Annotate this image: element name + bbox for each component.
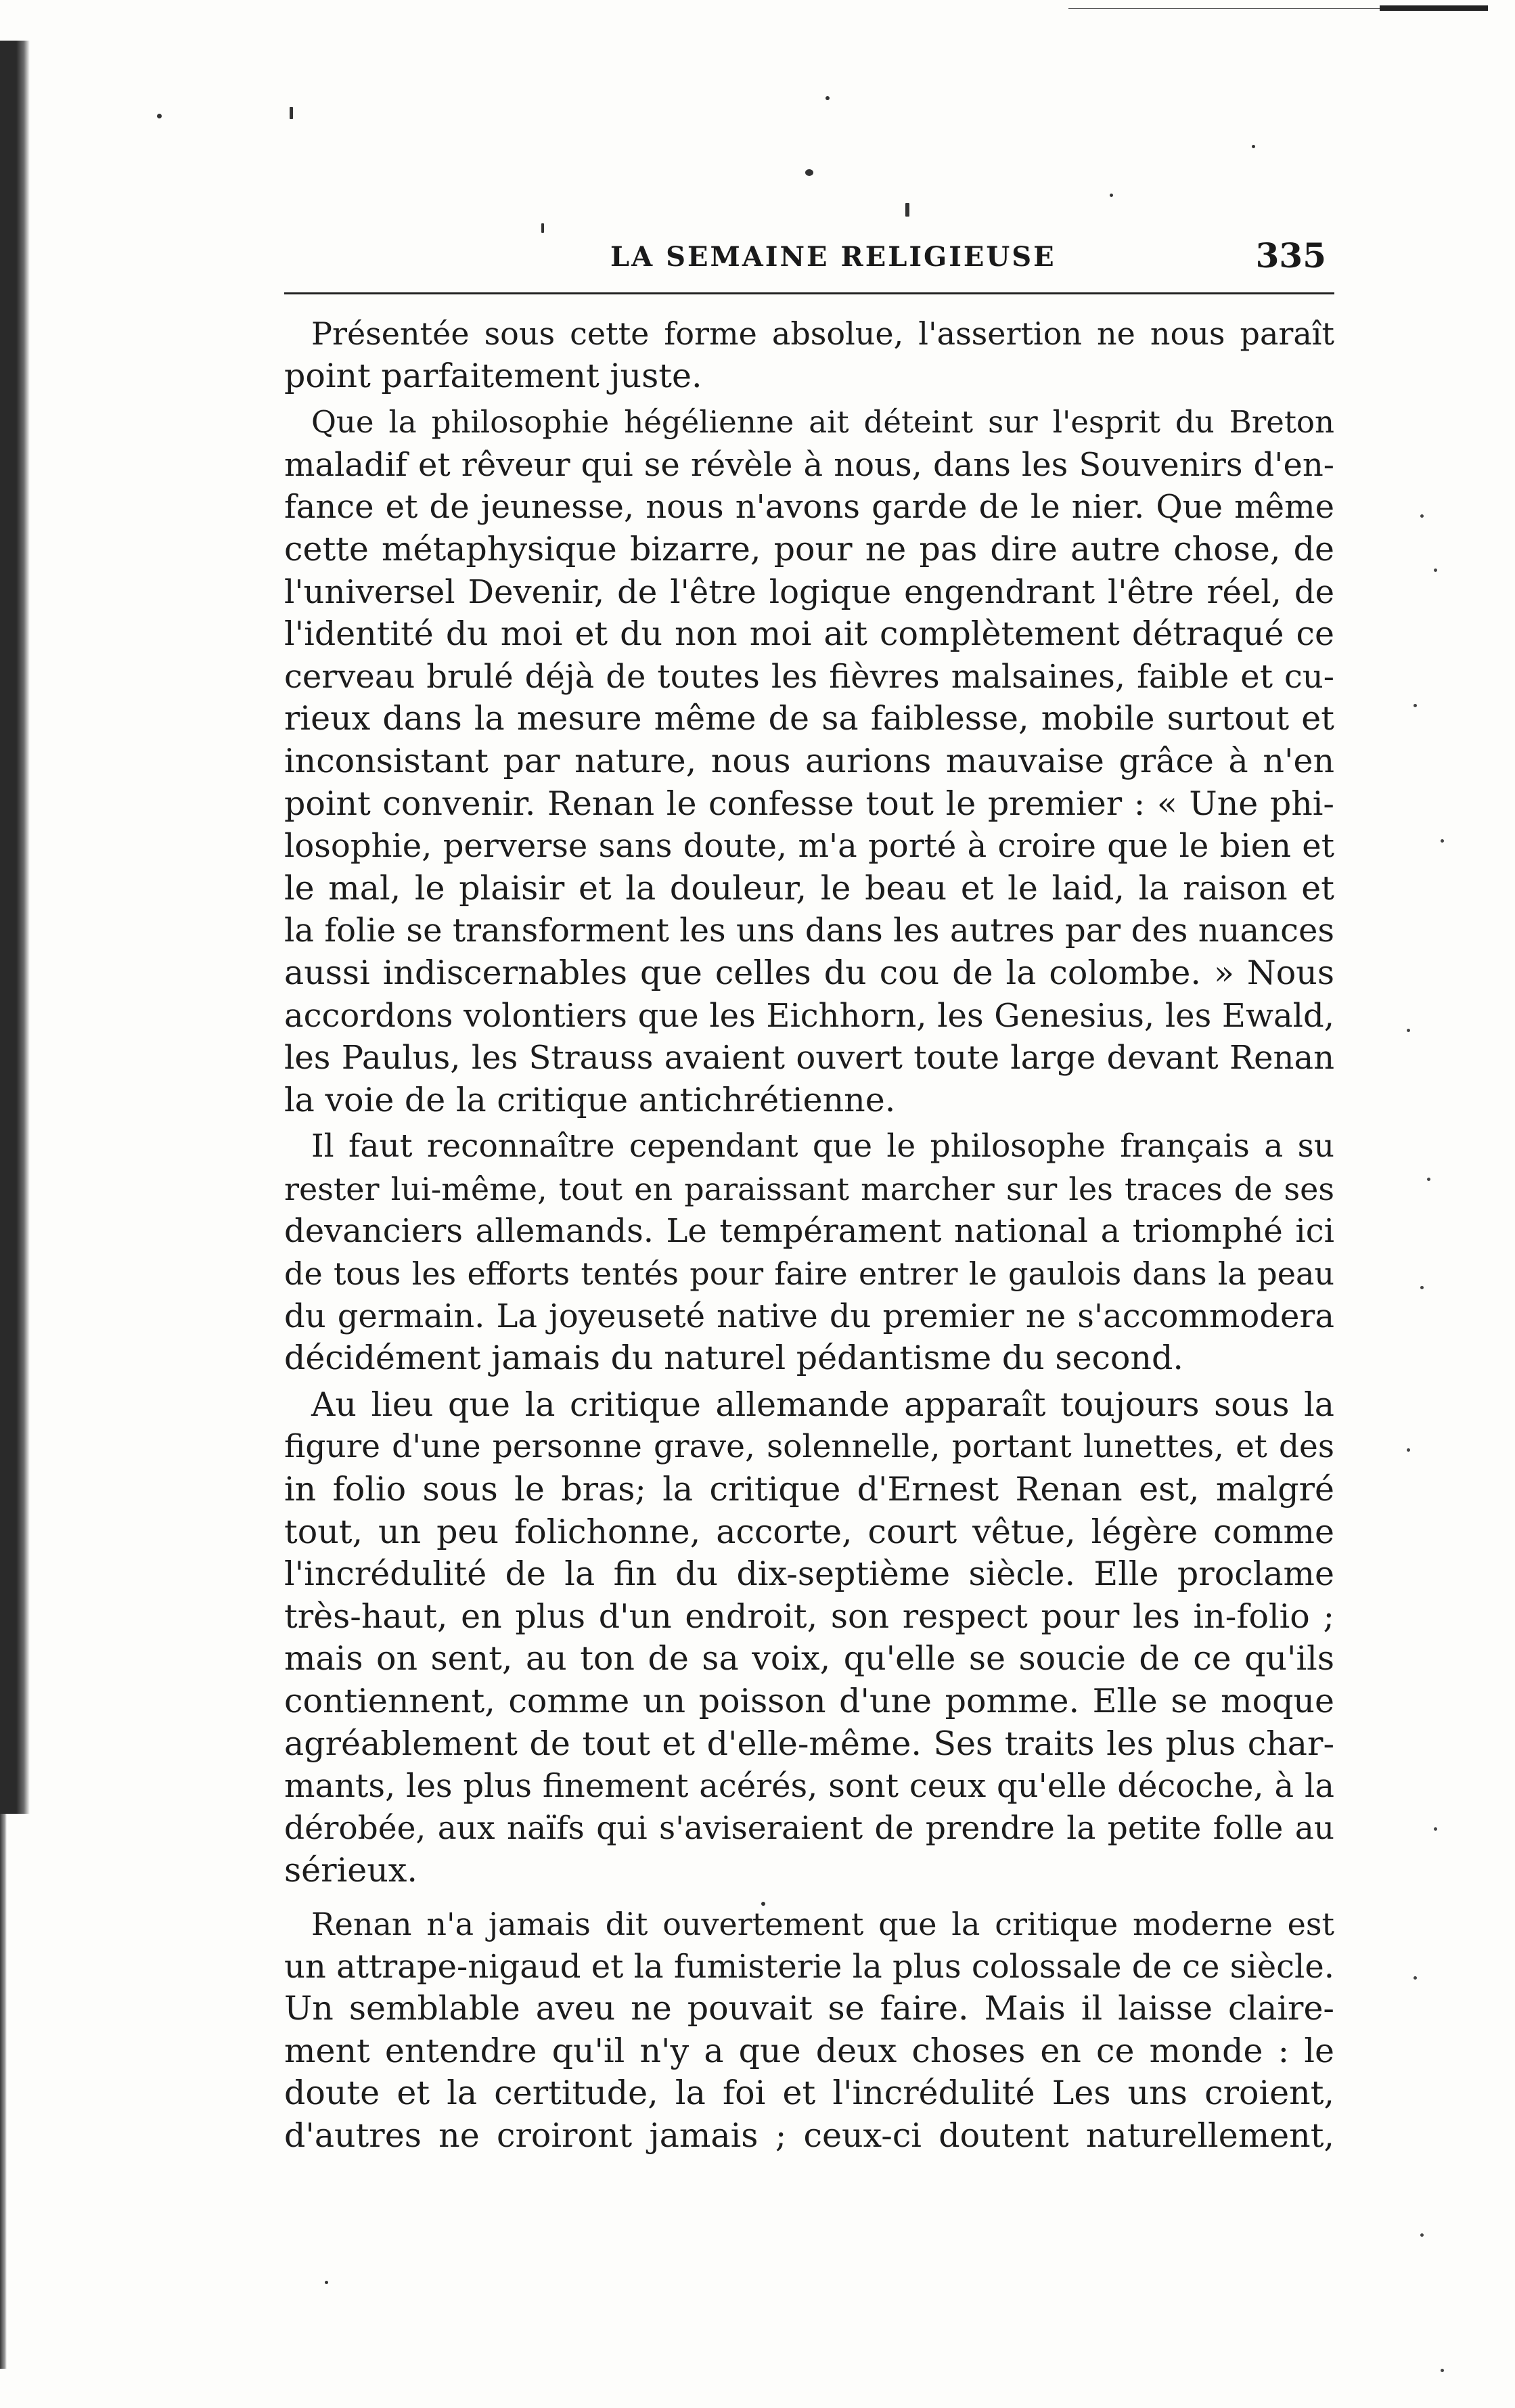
text-line: accordons volontiers que les Eichhorn, les Genesius, les Ewald, — [284, 996, 1334, 1035]
speck — [541, 223, 544, 233]
text-line: l'identité du moi et du non moi ait complètement détraqué ce — [284, 615, 1334, 654]
text-line: contiennent, comme un poisson d'une pomme. Elle se moque — [284, 1682, 1334, 1720]
binding-edge-lower — [0, 1814, 7, 2369]
page-number: 335 — [1255, 236, 1326, 275]
speck — [905, 203, 909, 217]
text-line: point parfaitement juste. — [284, 356, 702, 395]
text-line: l'universel Devenir, de l'être logique engendrant l'être réel, de — [284, 573, 1334, 611]
text-line: in folio sous le bras; la critique d'Ernest Renan est, malgré — [284, 1470, 1334, 1509]
text-line: de tous les efforts tentés pour faire entrer le gaulois dans la peau — [284, 1255, 1334, 1293]
paragraph — [284, 1384, 1334, 1892]
margin-dot — [1407, 1029, 1410, 1032]
text-line: l'incrédulité de la fin du dix-septième siècle. Elle proclame — [284, 1555, 1334, 1594]
margin-dot — [1407, 1448, 1410, 1452]
page-header — [284, 236, 1330, 283]
text-line: tout, un peu folichonne, accorte, court vêtue, légère comme — [284, 1512, 1334, 1551]
text-line: un attrape-nigaud et la fumisterie la plus colossale de ce siècle. — [284, 1947, 1334, 1986]
speck — [325, 2281, 328, 2284]
speck — [805, 169, 813, 176]
text-line: les Paulus, les Strauss avaient ouvert toute large devant Renan — [284, 1039, 1334, 1077]
text-line: devanciers allemands. Le tempérament national a triomphé ici — [284, 1212, 1334, 1251]
text-line: Que la philosophie hégélienne ait déteint sur l'esprit du Breton — [311, 404, 1334, 441]
text-line: sérieux. — [284, 1851, 418, 1890]
paragraph — [284, 1903, 1334, 2158]
text-line: Il faut reconnaître cependant que le philosophe français a su — [311, 1128, 1334, 1165]
speck — [290, 107, 293, 119]
body-text — [284, 313, 1334, 2158]
text-line: rester lui-même, tout en paraissant marcher sur les traces de ses — [284, 1170, 1334, 1207]
text-line: doute et la certitude, la foi et l'incrédulité Les uns croient, — [284, 2074, 1334, 2113]
text-line: inconsistant par nature, nous aurions mauvaise grâce à n'en — [284, 741, 1334, 780]
text-line: d'autres ne croiront jamais ; ceux-ci doutent naturellement, — [284, 2116, 1334, 2155]
text-line: la folie se transforment les uns dans les autres par des nuances — [284, 912, 1334, 950]
text-line: la voie de la critique antichrétienne. — [284, 1080, 896, 1119]
paragraph — [284, 1125, 1334, 1380]
margin-dot — [1420, 1286, 1424, 1289]
header-rule — [284, 292, 1334, 294]
margin-dot — [1434, 1827, 1437, 1831]
speck — [1110, 194, 1113, 197]
margin-marks — [1393, 487, 1474, 2396]
scan-edge-thick-line — [1380, 5, 1488, 11]
text-line: le mal, le plaisir et la douleur, le beau et le laid, la raison et — [284, 868, 1334, 908]
margin-dot — [1420, 514, 1424, 518]
text-line: ment entendre qu'il n'y a que deux choses en ce monde : le — [284, 2031, 1334, 2070]
text-line: du germain. La joyeuseté native du premier ne s'accommodera — [284, 1297, 1334, 1335]
text-line: figure d'une personne grave, solennelle, portant lunettes, et des — [284, 1428, 1334, 1466]
text-line: point convenir. Renan le confesse tout le premier : « Une phi- — [284, 784, 1334, 823]
text-line: agréablement de tout et d'elle-même. Ses traits les plus char- — [284, 1724, 1334, 1763]
text-line: fance et de jeunesse, nous n'avons garde de le nier. Que même — [284, 488, 1334, 527]
text-line: Présentée sous cette forme absolue, l'assertion ne nous paraît — [311, 315, 1334, 352]
speck — [1252, 145, 1255, 148]
margin-dot — [1420, 2233, 1424, 2237]
margin-dot — [1427, 1178, 1430, 1181]
paragraph — [284, 313, 1334, 397]
text-line: aussi indiscernables que celles du cou de la colombe. » Nous — [284, 953, 1334, 992]
scan-edge-lines — [1068, 5, 1488, 12]
margin-dot — [1441, 2369, 1444, 2372]
text-line: cerveau brulé déjà de toutes les fièvres malsaines, faible et cu- — [284, 657, 1334, 696]
margin-dot — [1414, 704, 1417, 707]
running-head: LA SEMAINE RELIGIEUSE — [610, 241, 1056, 273]
text-line: très-haut, en plus d'un endroit, son respect pour les in-folio ; — [284, 1597, 1334, 1636]
text-line: rieux dans la mesure même de sa faiblesse, mobile surtout et — [284, 699, 1334, 738]
text-line: mais on sent, au ton de sa voix, qu'elle se soucie de ce qu'ils — [284, 1639, 1334, 1678]
text-line: mants, les plus finement acérés, sont ceux qu'elle décoche, à la — [284, 1767, 1334, 1806]
speck — [157, 114, 162, 118]
text-line: Un semblable aveu ne pouvait se faire. Mais il laisse claire- — [284, 1989, 1334, 2028]
binding-edge — [0, 41, 30, 1814]
margin-dot — [1434, 568, 1437, 572]
text-line: dérobée, aux naïfs qui s'aviseraient de prendre la petite folle au — [284, 1809, 1334, 1847]
text-line: décidément jamais du naturel pédantisme du second. — [284, 1339, 1183, 1378]
text-line: Au lieu que la critique allemande apparaît toujours sous la — [311, 1385, 1334, 1424]
margin-dot — [1414, 1976, 1417, 1980]
text-line: cette métaphysique bizarre, pour ne pas dire autre chose, de — [284, 529, 1334, 568]
speck — [826, 96, 830, 100]
margin-dot — [1441, 839, 1444, 843]
text-line: losophie, perverse sans doute, m'a porté à croire que le bien et — [284, 827, 1334, 866]
paragraph — [284, 401, 1334, 1121]
text-line: maladif et rêveur qui se révèle à nous, dans les Souvenirs d'en- — [284, 445, 1334, 484]
text-line: Renan n'a jamais dit ouvertement que la critique moderne est — [311, 1905, 1334, 1942]
